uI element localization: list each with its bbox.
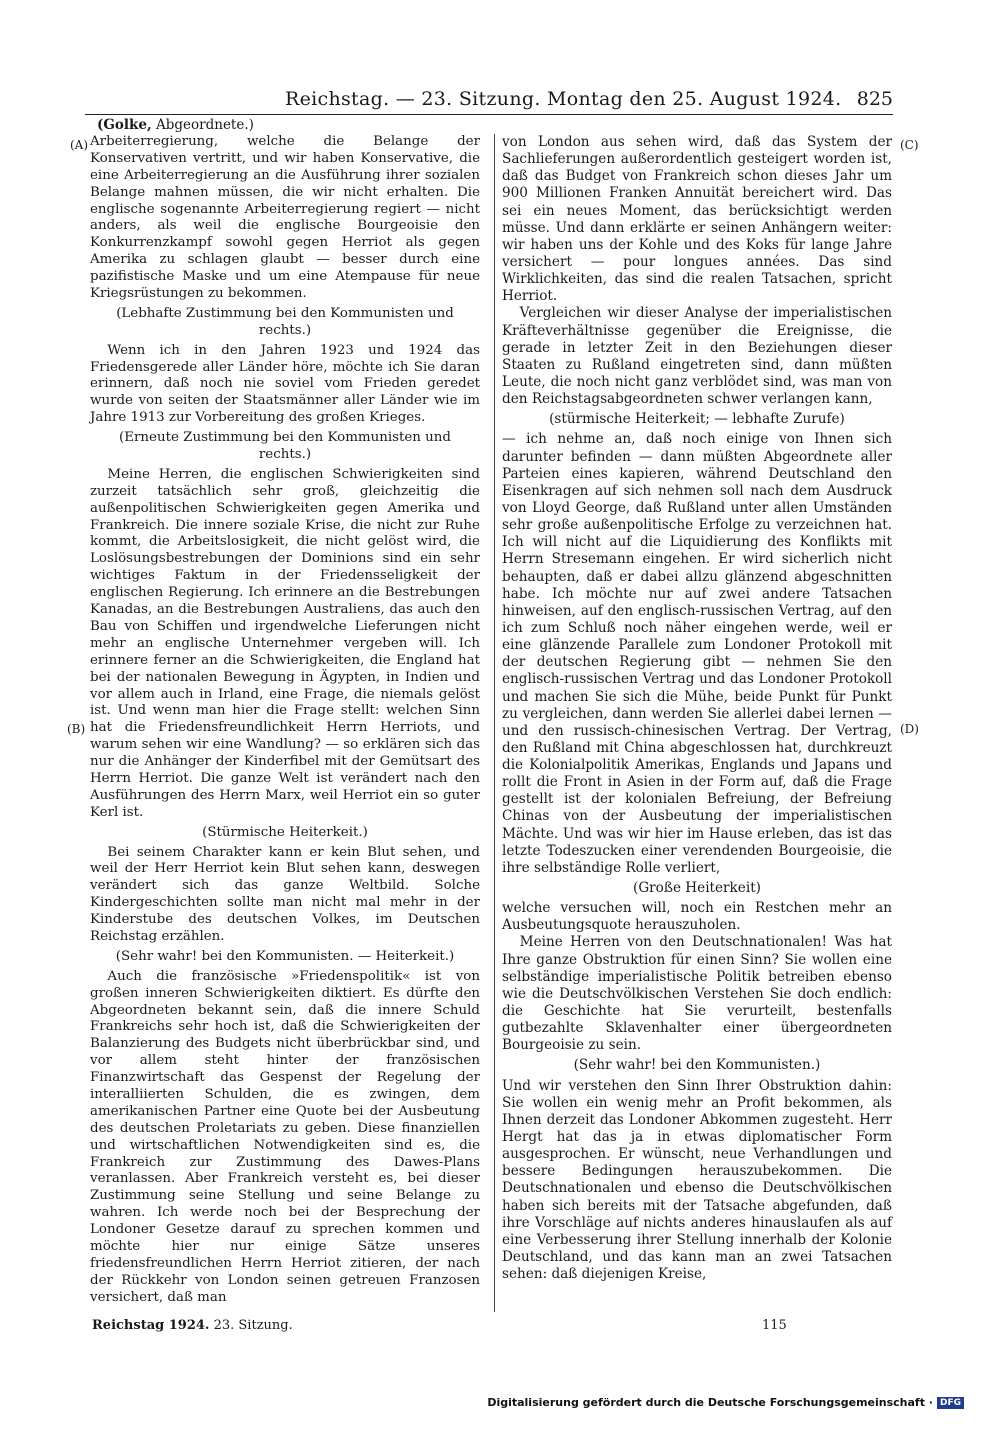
page-number: 825	[856, 88, 893, 110]
speaker-name: (Golke,	[97, 117, 152, 133]
speaker-line	[97, 117, 254, 133]
margin-marker-b: (B)	[67, 722, 86, 736]
interjection: (stürmische Heiterkeit; — lebhafte Zurufe)	[549, 411, 845, 428]
margin-marker-d: (D)	[900, 722, 919, 736]
interjection: (Große Heiterkeit)	[633, 880, 761, 897]
paragraph: Wenn ich in den Jahren 1923 und 1924 das Friedensgerede aller Länder höre, möchte ich Sie daran erinnern, daß noch nie soviel vom Frieden geredet wurde von seiten der Staatsmänner aller Länder wie im Jahre 1913 zur Vorbereitung des großen Krieges.	[90, 342, 480, 426]
interjection: (Erneute Zustimmung bei den Kommunisten und rechts.)	[119, 430, 451, 463]
paragraph: Meine Herren, die englischen Schwierigkeiten sind zurzeit tatsächlich sehr groß, gleichzeitig die außenpolitischen Schwierigkeiten gegen Amerika und Frankreich. Die innere soziale Krise, die nicht zur Ruhe kommt, die Arbeitslosigkeit, die nicht gelöst wird, die Loslösungsbestrebungen der Dominions sind ein sehr wichtiges Faktum in der Friedensseligkeit der englischen Regierung. Ich erinnere an die Bestrebungen Kanadas, an die Bestrebungen Australiens, das auch den Bau von Schiffen und irgendwelche Lieferungen nicht mehr an englische Unternehmer vergeben will. Ich erinnere ferner an die Schwierigkeiten, die England hat bei der nationalen Bewegung in Ägypten, in Indien und vor allem auch in Irland, eine Frage, die niemals gelöst ist. Und wenn man hier die Frage stellt: welchen Sinn hat die Friedensfreundlichkeit Herrn Herriots, und warum sehen wir eine Wandlung? — so erklären sich das nur die Anhänger der Kinderfibel mit der Gemütsart des Herrn Herriot. Die ganze Welt ist verändert nach den Ausführungen des Herrn Marx, weil Herriot ein so guter Kerl ist.	[90, 466, 480, 820]
interjection: (Sehr wahr! bei den Kommunisten. — Heiterkeit.)	[115, 948, 455, 964]
footer-session: 23. Sitzung.	[213, 1318, 293, 1333]
footer-publication: Reichstag 1924.	[92, 1318, 210, 1333]
paragraph: Arbeiterregierung, welche die Belange der Konservativen vertritt, und wir haben Konservative, die eine Arbeiterregierung an die Ausführung ihrer sozialen Belange mahnen müssen, die wir nicht erhalten. Die englische sogenannte Arbeiterregierung regiert — nicht anders, als weil die englische Bourgeoisie den Konkurrenzkampf sowohl gegen Herriot als gegen Amerika zu schlagen glaubt — besser durch eine pazifistische Maske und um eine Atempause für neue Kriegsrüstungen zu bekommen.	[90, 134, 480, 302]
interjection: (Sehr wahr! bei den Kommunisten.)	[573, 1057, 821, 1074]
interjection: (Lebhafte Zustimmung bei den Kommunisten und rechts.)	[116, 305, 454, 338]
margin-marker-a: (A)	[70, 138, 89, 152]
paragraph: von London aus sehen wird, daß das System der Sachlieferungen außerordentlich gesteigert worden ist, daß das Budget von Frankreich schon dieses Jahr um 900 Millionen Franken Annuität bereichert wird. Das sei ein neues Moment, das berücksichtigt werden müsse. Und dann erklärte er seinen Anhängern weiter: wir haben uns der Kohle und des Koks für lange Jahre versichert — pour longues années. Das sind Wirklichkeiten, das sind die realen Tatsachen, spricht Herriot.	[502, 134, 892, 305]
margin-marker-c: (C)	[900, 138, 919, 152]
right-column	[502, 134, 892, 1283]
credit-text: Digitalisierung gefördert durch die Deutsche Forschungsgemeinschaft ·	[487, 1396, 933, 1409]
column-divider	[494, 134, 495, 1312]
paragraph: Meine Herren von den Deutschnationalen! Was hat Ihre ganze Obstruktion für einen Sinn? Sie wollen eine selbständige imperialistische Politik betreiben ebenso wie die Deutschvölkischen Verstehen Sie doch endlich: die Geschichte hat Sie verurteilt, bestenfalls gutbezahlte Sklavenhalter einer übergeordneten Bourgeoisie zu sein.	[502, 934, 892, 1054]
footer-signature: 115	[762, 1318, 787, 1333]
left-column	[90, 134, 480, 1307]
paragraph: Bei seinem Charakter kann er kein Blut sehen, und weil der Herr Herriot kein Blut sehen kann, deswegen verändert sich das ganze Weltbild. Solche Kindergeschichten sollte man nicht mal mehr in der Kinderstube des deutschen Volkes, im Deutschen Reichstag erzählen.	[90, 844, 480, 944]
page-footer	[92, 1318, 293, 1333]
dfg-logo: DFG	[937, 1397, 964, 1409]
paragraph: Und wir verstehen den Sinn Ihrer Obstruktion dahin: Sie wollen ein wenig mehr an Profit bekommen, als Ihnen derzeit das Londoner Abkommen zugesteht. Herr Hergt hat das ja in etwas diplomatischer Form ausgesprochen. Er wünscht, neue Verhandlungen und bessere Bedingungen herauszubekommen. Die Deutschnationalen und ebenso die Deutschvölkischen haben sich bereits mit der Tatsache abgefunden, daß ihre Vorschläge auf nichts anderes hinauslaufen als auf eine Verbesserung ihrer Stellung innerhalb der Kolonie Deutschland, und das kann man an zwei Tatsachen sehen: daß diejenigen Kreise,	[502, 1077, 892, 1283]
digitization-credit	[487, 1396, 964, 1409]
page-header	[85, 88, 893, 115]
paragraph: — ich nehme an, daß noch einige von Ihnen sich darunter befinden — dann müßten Abgeordnete aller Parteien eines kapieren, während Deutschland den Eisenkragen auf sich nehmen soll nach dem Ausdruck von Lloyd George, daß Rußland unter allen Umständen sehr große außenpolitische Erfolge zu verzeichnen hat. Ich will nicht auf die Liquidierung des Konflikts mit Herrn Stresemann eingehen. Er wird sicherlich nicht behaupten, daß er dabei allzu glänzend abgeschnitten habe. Ich möchte nur auf zwei andere Tatsachen hinweisen, auf den englisch-russischen Vertrag, auf den ich zum Schluß noch näher eingehen werde, weil er eine glänzende Parallele zum Londoner Protokoll mit der deutschen Regierung gibt — nehmen Sie den englisch-russischen Vertrag und das Londoner Protokoll und machen Sie sich die Mühe, beide Punkt für Punkt zu vergleichen, dann werden Sie allerlei dabei lernen — und den russisch-chinesischen Vertrag. Der Vertrag, den Rußland mit China abgeschlossen hat, durchkreuzt die Kolonialpolitik Amerikas, Englands und Japans und rollt die Front in Asien in der Form auf, daß die Frage gestellt ist der kolonialen Befreiung, der Befreiung Chinas von der Ausbeutung der imperialistischen Mächte. Und was wir hier im Hause erleben, das ist das letzte Todeszucken einer verendenden Bourgeoisie, die ihre selbständige Rolle verliert,	[502, 431, 892, 876]
paragraph: welche versuchen will, noch ein Restchen mehr an Ausbeutungsquote herauszuholen.	[502, 900, 892, 934]
paragraph: Vergleichen wir dieser Analyse der imperialistischen Kräfteverhältnisse gegenüber die Ereignisse, die gerade in letzter Zeit in den Beziehungen dieser Staaten zu Rußland eingetreten sind, dann müßten Leute, die noch nicht ganz verblödet sind, was man von den Reichstagsabgeordneten schwer verlangen kann,	[502, 305, 892, 408]
page-title: Reichstag. — 23. Sitzung. Montag den 25. August 1924.	[285, 88, 842, 110]
paragraph: Auch die französische »Friedenspolitik« ist von großen inneren Schwierigkeiten diktiert. Es dürfte den Abgeordneten bekannt sein, daß die innere Schuld Frankreichs sehr hoch ist, daß die Schwierigkeiten der Balanzierung des Budgets nicht überbrückbar sind, und vor allem steht hinter der französischen Finanzwirtschaft das Gespenst der Regelung der interalliierten Schulden, die es zwingen, dem amerikanischen Partner eine Quote bei der Ausbeutung des deutschen Proletariats zu geben. Diese finanziellen und wirtschaftlichen Notwendigkeiten sind es, die Frankreich zur Zustimmung des Dawes-Plans veranlassen. Aber Frankreich versteht es, bei dieser Zustimmung seine Stellung und seine Belange zu wahren. Ich werde noch bei der Besprechung der Londoner Gesetze darauf zu sprechen kommen und möchte hier nur einige Sätze unseres friedensfreundlichen Herrn Herriot zitieren, der nach der Rückkehr von London seinen getreuen Franzosen versichert, daß man	[90, 968, 480, 1305]
interjection: (Stürmische Heiterkeit.)	[202, 824, 368, 840]
speaker-role: Abgeordnete.)	[156, 117, 254, 133]
